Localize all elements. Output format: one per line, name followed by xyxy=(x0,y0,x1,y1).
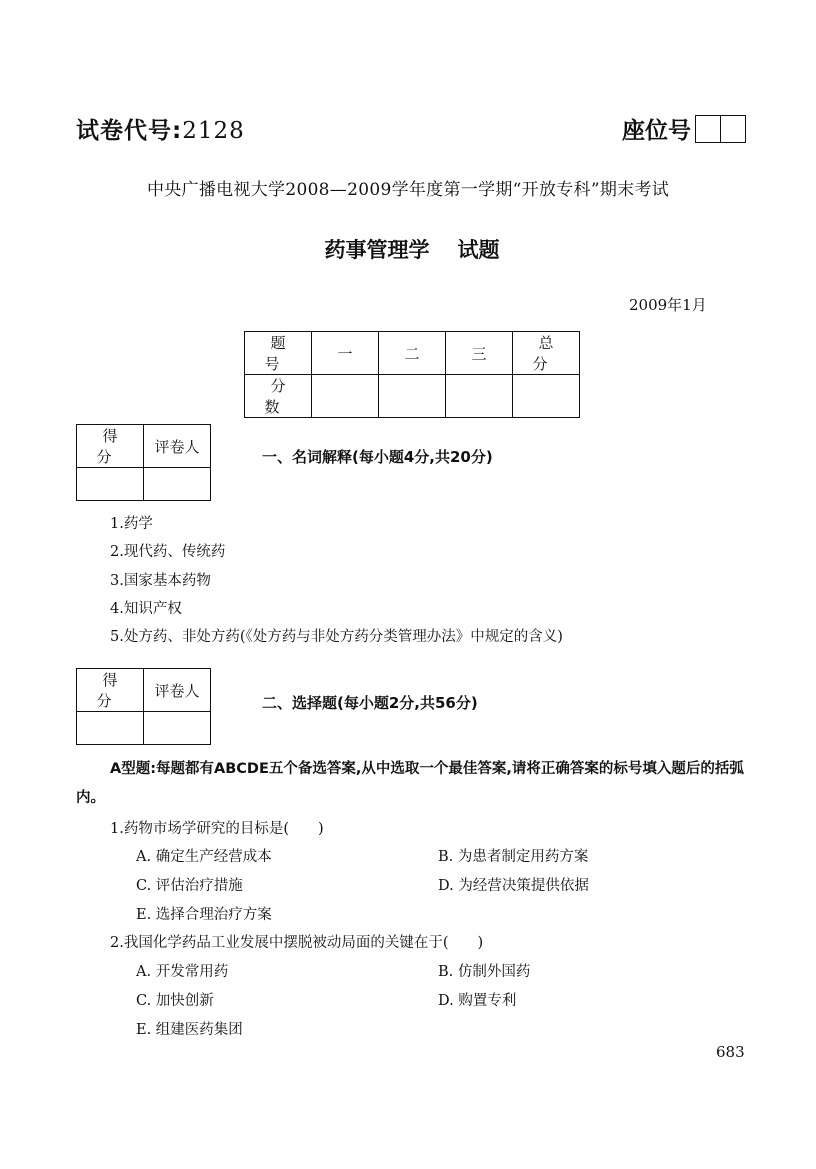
seat-number-boxes xyxy=(695,115,746,143)
list-item: 5.处方药、非处方药(《处方药与非处方药分类管理办法》中规定的含义) xyxy=(110,629,563,645)
score-table-header-label: 题 号 xyxy=(245,332,312,375)
option-c: C. 加快创新 xyxy=(136,993,214,1009)
exam-date: 2009年1月 xyxy=(629,296,707,314)
grader-name-label: 评卷人 xyxy=(144,669,211,712)
option-e: E. 组建医药集团 xyxy=(136,1022,243,1038)
score-table-score-row xyxy=(245,375,580,418)
list-item: 4.知识产权 xyxy=(110,601,182,617)
score-table-score-label: 分 数 xyxy=(245,375,312,418)
section-1-title: 一、名词解释(每小题4分,共20分) xyxy=(262,448,493,466)
score-table-header-row xyxy=(245,332,580,375)
option-d: D. 为经营决策提供依据 xyxy=(438,878,589,894)
grader-name-cell xyxy=(144,468,211,501)
seat-number-label: 座位号 xyxy=(622,118,691,144)
grader-score-label: 得 分 xyxy=(77,669,144,712)
grader-table-section-2 xyxy=(76,668,211,745)
option-a: A. 开发常用药 xyxy=(136,964,229,980)
score-table xyxy=(244,331,580,418)
score-table-col-total: 总 分 xyxy=(513,332,580,375)
question-stem: 2.我国化学药品工业发展中摆脱被动局面的关键在于( ) xyxy=(110,935,484,951)
subject-title xyxy=(0,234,816,264)
grader-name-label: 评卷人 xyxy=(144,425,211,468)
exam-title-line: 中央广播电视大学2008—2009学年度第一学期“开放专科”期末考试 xyxy=(146,180,670,200)
exam-code-label: 试卷代号: xyxy=(76,118,183,144)
section-2-title: 二、选择题(每小题2分,共56分) xyxy=(262,694,478,712)
score-table-col-3: 三 xyxy=(446,332,513,375)
question-stem: 1.药物市场学研究的目标是( ) xyxy=(110,821,324,837)
score-cell xyxy=(513,375,580,418)
grader-table-section-1 xyxy=(76,424,211,501)
option-d: D. 购置专利 xyxy=(438,993,517,1009)
exam-code xyxy=(76,112,245,145)
option-b: B. 为患者制定用药方案 xyxy=(438,849,589,865)
grader-score-cell xyxy=(77,712,144,745)
subject-suffix: 试题 xyxy=(457,238,500,262)
list-item: 3.国家基本药物 xyxy=(110,573,211,589)
score-cell xyxy=(379,375,446,418)
seat-box xyxy=(721,115,746,143)
page-number: 683 xyxy=(716,1043,745,1061)
seat-number xyxy=(622,112,746,145)
option-c: C. 评估治疗措施 xyxy=(136,878,243,894)
grader-score-label: 得 分 xyxy=(77,425,144,468)
list-item: 2.现代药、传统药 xyxy=(110,544,226,560)
option-a: A. 确定生产经营成本 xyxy=(136,849,272,865)
score-cell xyxy=(446,375,513,418)
seat-box xyxy=(695,115,721,143)
option-e: E. 选择合理治疗方案 xyxy=(136,907,272,923)
grader-score-cell xyxy=(77,468,144,501)
subject-name: 药事管理学 xyxy=(324,238,430,262)
option-b: B. 仿制外国药 xyxy=(438,964,531,980)
grader-name-cell xyxy=(144,712,211,745)
score-cell xyxy=(312,375,379,418)
exam-code-value: 2128 xyxy=(182,118,245,144)
score-table-col-1: 一 xyxy=(312,332,379,375)
list-item: 1.药学 xyxy=(110,516,153,532)
section-2-intro: A型题:每题都有ABCDE五个备选答案,从中选取一个最佳答案,请将正确答案的标号填入题后的括弧内。 xyxy=(76,761,744,806)
score-table-col-2: 二 xyxy=(379,332,446,375)
